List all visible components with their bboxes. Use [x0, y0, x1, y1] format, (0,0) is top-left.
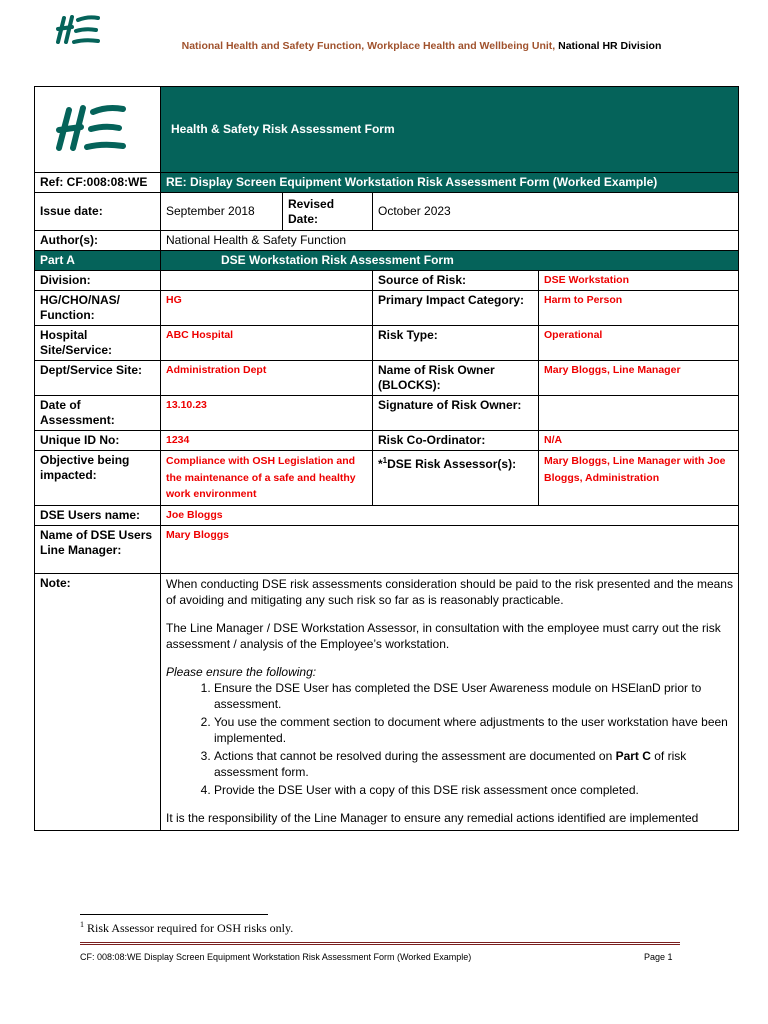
division-label: Division: — [35, 271, 161, 291]
risk-type-value: Operational — [539, 326, 739, 361]
hse-logo-large — [41, 94, 153, 162]
impact-category-value: Harm to Person — [539, 291, 739, 326]
note-item3-part-c: Part C — [615, 748, 651, 763]
unique-id-value: 1234 — [161, 431, 373, 451]
issue-date-label: Issue date: — [35, 193, 161, 231]
note-item3-text-c: of risk assessment form. — [214, 748, 687, 779]
source-of-risk-label: Source of Risk: — [373, 271, 539, 291]
footer-page-number: Page 1 — [644, 952, 673, 962]
dse-user-name-label: DSE Users name: — [35, 505, 161, 525]
footnote-text: Risk Assessor required for OSH risks only. — [87, 921, 294, 935]
unique-id-label: Unique ID No: — [35, 431, 161, 451]
note-list-item: 4. Provide the DSE User with a copy of this DSE risk assessment once completed. — [214, 782, 733, 798]
ref-label: Ref: CF:008:08:WE — [35, 173, 161, 193]
part-title: DSE Workstation Risk Assessment Form — [161, 251, 739, 271]
risk-assessment-form — [34, 86, 739, 831]
note-label: Note: — [35, 573, 161, 830]
risk-owner-value: Mary Bloggs, Line Manager — [539, 361, 739, 396]
assessment-date-value: 13.10.23 — [161, 396, 373, 431]
note-list-item: 2. You use the comment section to document where adjustments to the user workstation have been implemented. — [214, 714, 733, 746]
header-division-text: National HR Division — [558, 40, 662, 52]
header-organisation-line — [0, 40, 768, 52]
note-list-item — [214, 748, 733, 780]
risk-coordinator-label: Risk Co-Ordinator: — [373, 431, 539, 451]
risk-type-label: Risk Type: — [373, 326, 539, 361]
risk-assessor-label — [373, 451, 539, 506]
risk-owner-label: Name of Risk Owner (BLOCKS): — [373, 361, 539, 396]
objective-label: Objective being impacted: — [35, 451, 161, 506]
line-manager-label: Name of DSE Users Line Manager: — [35, 525, 161, 573]
dept-value: Administration Dept — [161, 361, 373, 396]
footnote-marker-ref: 1 — [382, 456, 388, 465]
hospital-value: ABC Hospital — [161, 326, 373, 361]
line-manager-value: Mary Bloggs — [161, 525, 739, 573]
source-of-risk-value: DSE Workstation — [539, 271, 739, 291]
authors-value: National Health & Safety Function — [161, 231, 739, 251]
assessor-asterisk: * — [378, 457, 383, 471]
part-label: Part A — [35, 251, 161, 271]
authors-label: Author(s): — [35, 231, 161, 251]
revised-date-value: October 2023 — [373, 193, 739, 231]
note-paragraph-1: When conducting DSE risk assessments consideration should be paid to the risk presented and the means of avoiding and mitigating any such risk so far as is reasonably practicable. — [166, 576, 733, 607]
footer-document-title: CF: 008:08:WE Display Screen Equipment Workstation Risk Assessment Form (Worked Example) — [80, 952, 472, 962]
form-logo-cell — [35, 87, 161, 173]
signature-label: Signature of Risk Owner: — [373, 396, 539, 431]
objective-value: Compliance with OSH Legislation and the maintenance of a safe and healthy work environment — [161, 451, 373, 506]
note-paragraph-2: The Line Manager / DSE Workstation Assessor, in consultation with the employee must carry out the risk assessment / analysis of the Employee’s workstation. — [166, 620, 721, 651]
division-value — [161, 271, 373, 291]
risk-assessor-value: Mary Bloggs, Line Manager with Joe Bloggs, Administration — [539, 451, 739, 506]
note-body — [161, 573, 739, 830]
note-list-item: 1. Ensure the DSE User has completed the DSE User Awareness module on HSElanD prior to assessment. — [214, 680, 733, 712]
hg-value: HG — [161, 291, 373, 326]
footer-divider — [80, 942, 680, 945]
revised-date-label: Revised Date: — [283, 193, 373, 231]
hg-label: HG/CHO/NAS/ Function: — [35, 291, 161, 326]
footnote-marker: 1 — [80, 920, 84, 929]
assessor-label-text: DSE Risk Assessor(s): — [387, 457, 517, 471]
impact-category-label: Primary Impact Category: — [373, 291, 539, 326]
assessment-date-label: Date of Assessment: — [35, 396, 161, 431]
footnote — [80, 920, 293, 936]
note-ensure-heading: Please ensure the following: — [166, 664, 317, 679]
risk-coordinator-value: N/A — [539, 431, 739, 451]
note-item3-text-a: Actions that cannot be resolved during the assessment are documented on — [214, 748, 616, 763]
issue-date-value: September 2018 — [161, 193, 283, 231]
note-paragraph-3: It is the responsibility of the Line Manager to ensure any remedial actions identified are implemented — [166, 810, 699, 825]
signature-value[interactable] — [539, 396, 739, 431]
hospital-label: Hospital Site/Service: — [35, 326, 161, 361]
footnote-divider — [80, 914, 268, 915]
re-title: RE: Display Screen Equipment Workstation Risk Assessment Form (Worked Example) — [161, 173, 739, 193]
note-list — [166, 680, 733, 798]
dse-user-name-value: Joe Bloggs — [161, 505, 739, 525]
header-org-text: National Health and Safety Function, Workplace Health and Wellbeing Unit, — [181, 40, 556, 52]
form-title: Health & Safety Risk Assessment Form — [161, 87, 739, 173]
dept-label: Dept/Service Site: — [35, 361, 161, 396]
